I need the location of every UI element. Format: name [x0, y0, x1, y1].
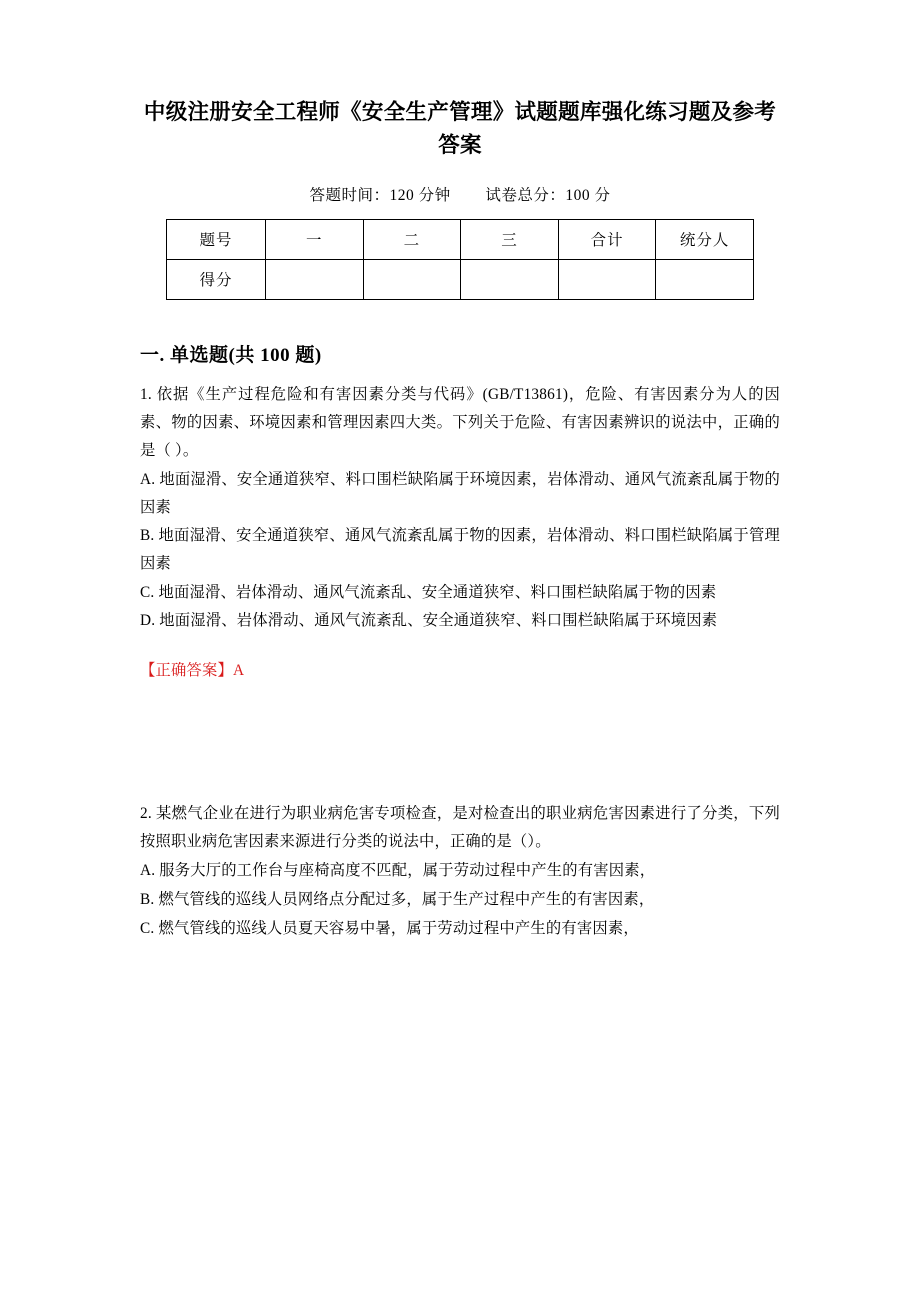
page-spacer	[140, 688, 780, 800]
exam-time-label: 答题时间：120 分钟	[309, 186, 451, 204]
question-2-option-c: C. 燃气管线的巡线人员夏天容易中暑，属于劳动过程中产生的有害因素，	[140, 920, 639, 938]
score-table-col-2: 二	[363, 219, 461, 259]
question-2	[140, 800, 780, 944]
table-row-header	[167, 219, 754, 259]
score-cell-2	[363, 259, 461, 299]
section-title: 一. 单选题(共 100 题)	[140, 344, 322, 366]
question-2-stem: 2. 某燃气企业在进行为职业病危害专项检查，是对检查出的职业病危害因素进行了分类，下列按照职业病危害因素来源进行分类的说法中，正确的是（）。	[140, 804, 780, 850]
table-row-score	[167, 259, 754, 299]
score-cell-1	[266, 259, 364, 299]
page-title: 中级注册安全工程师《安全生产管理》试题题库强化练习题及参考答案	[143, 100, 777, 158]
score-table-row-label: 题号	[167, 219, 266, 259]
question-1-answer: 【正确答案】A	[140, 662, 245, 680]
score-cell-5	[656, 259, 754, 299]
question-1-option-c: C. 地面湿滑、岩体滑动、通风气流紊乱、安全通道狭窄、料口围栏缺陷属于物的因素	[140, 583, 717, 601]
score-table-col-3: 三	[461, 219, 559, 259]
question-2-option-b: B. 燃气管线的巡线人员网络点分配过多，属于生产过程中产生的有害因素，	[140, 891, 655, 909]
question-1-option-a: A. 地面湿滑、安全通道狭窄、料口围栏缺陷属于环境因素，岩体滑动、通风气流紊乱属于物的因素	[140, 470, 780, 516]
score-table-col-4: 合计	[558, 219, 656, 259]
question-1-option-b: B. 地面湿滑、安全通道狭窄、通风气流紊乱属于物的因素，岩体滑动、料口围栏缺陷属于管理因素	[140, 527, 780, 573]
question-1-stem: 1. 依据《生产过程危险和有害因素分类与代码》(GB/T13861)，危险、有害因素分为人的因素、物的因素、环境因素和管理因素四大类。下列关于危险、有害因素辨识的说法中，正确的是（ ）。	[140, 385, 780, 460]
question-1	[140, 381, 780, 686]
question-2-option-a: A. 服务大厅的工作台与座椅高度不匹配，属于劳动过程中产生的有害因素，	[140, 862, 656, 880]
score-table-row-label-score: 得分	[167, 259, 266, 299]
score-cell-3	[461, 259, 559, 299]
exam-total-label: 试卷总分：100 分	[485, 186, 611, 204]
exam-meta	[140, 183, 780, 205]
score-table-col-5: 统分人	[656, 219, 754, 259]
score-cell-4	[558, 259, 656, 299]
score-table	[166, 219, 754, 300]
score-table-col-1: 一	[266, 219, 364, 259]
question-1-option-d: D. 地面湿滑、岩体滑动、通风气流紊乱、安全通道狭窄、料口围栏缺陷属于环境因素	[140, 612, 718, 629]
